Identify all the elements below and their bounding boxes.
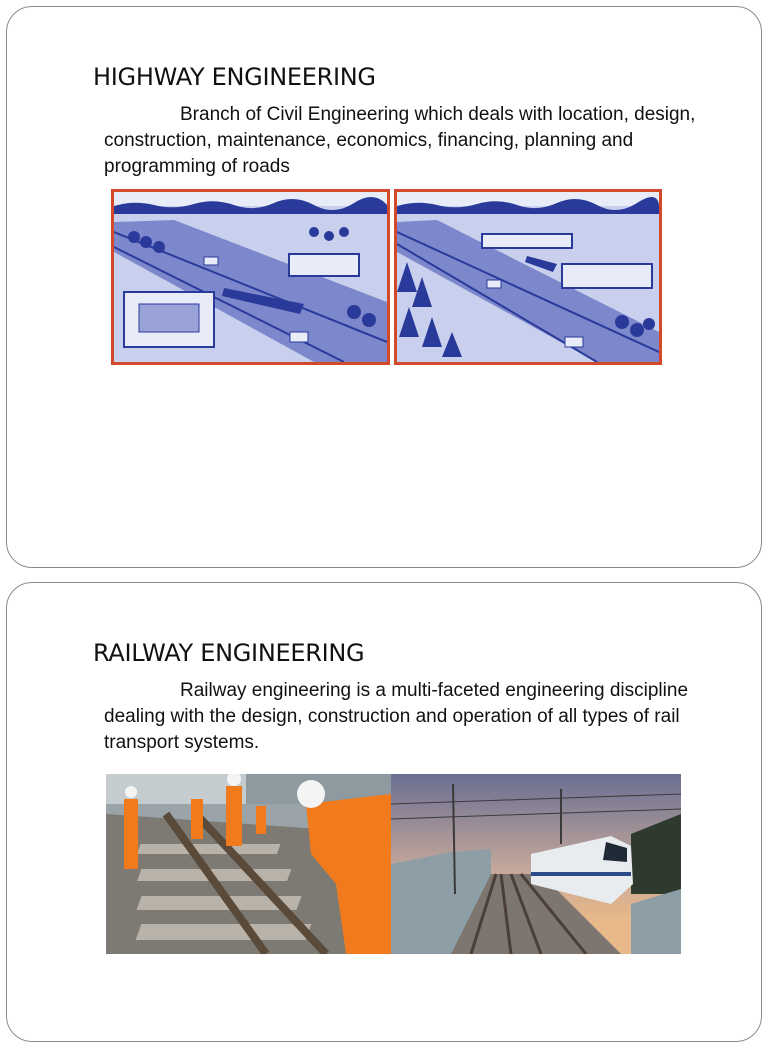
slide-railway bbox=[6, 582, 762, 1042]
slide-body: Railway engineering is a multi-faceted engineering discipline dealing with the design, construction and operation of all types of rail transport systems. bbox=[104, 680, 689, 753]
high-speed-train-photo bbox=[391, 774, 681, 954]
track-workers-photo-icon bbox=[106, 774, 391, 954]
highway-sketch-icon bbox=[397, 192, 659, 362]
highway-sketch-image-right bbox=[394, 189, 662, 365]
highway-sketch-icon bbox=[114, 192, 387, 362]
slide-body: Branch of Civil Engineering which deals with location, design, construction, maintenance, economics, financing, planning and programming of roads bbox=[104, 104, 696, 177]
slide-title: RAILWAY ENGINEERING bbox=[93, 639, 365, 667]
slide-highway bbox=[6, 6, 762, 568]
track-workers-photo bbox=[106, 774, 391, 954]
slide-title: HIGHWAY ENGINEERING bbox=[93, 63, 376, 91]
highway-sketch-image-left bbox=[111, 189, 390, 365]
high-speed-train-photo-icon bbox=[391, 774, 681, 954]
